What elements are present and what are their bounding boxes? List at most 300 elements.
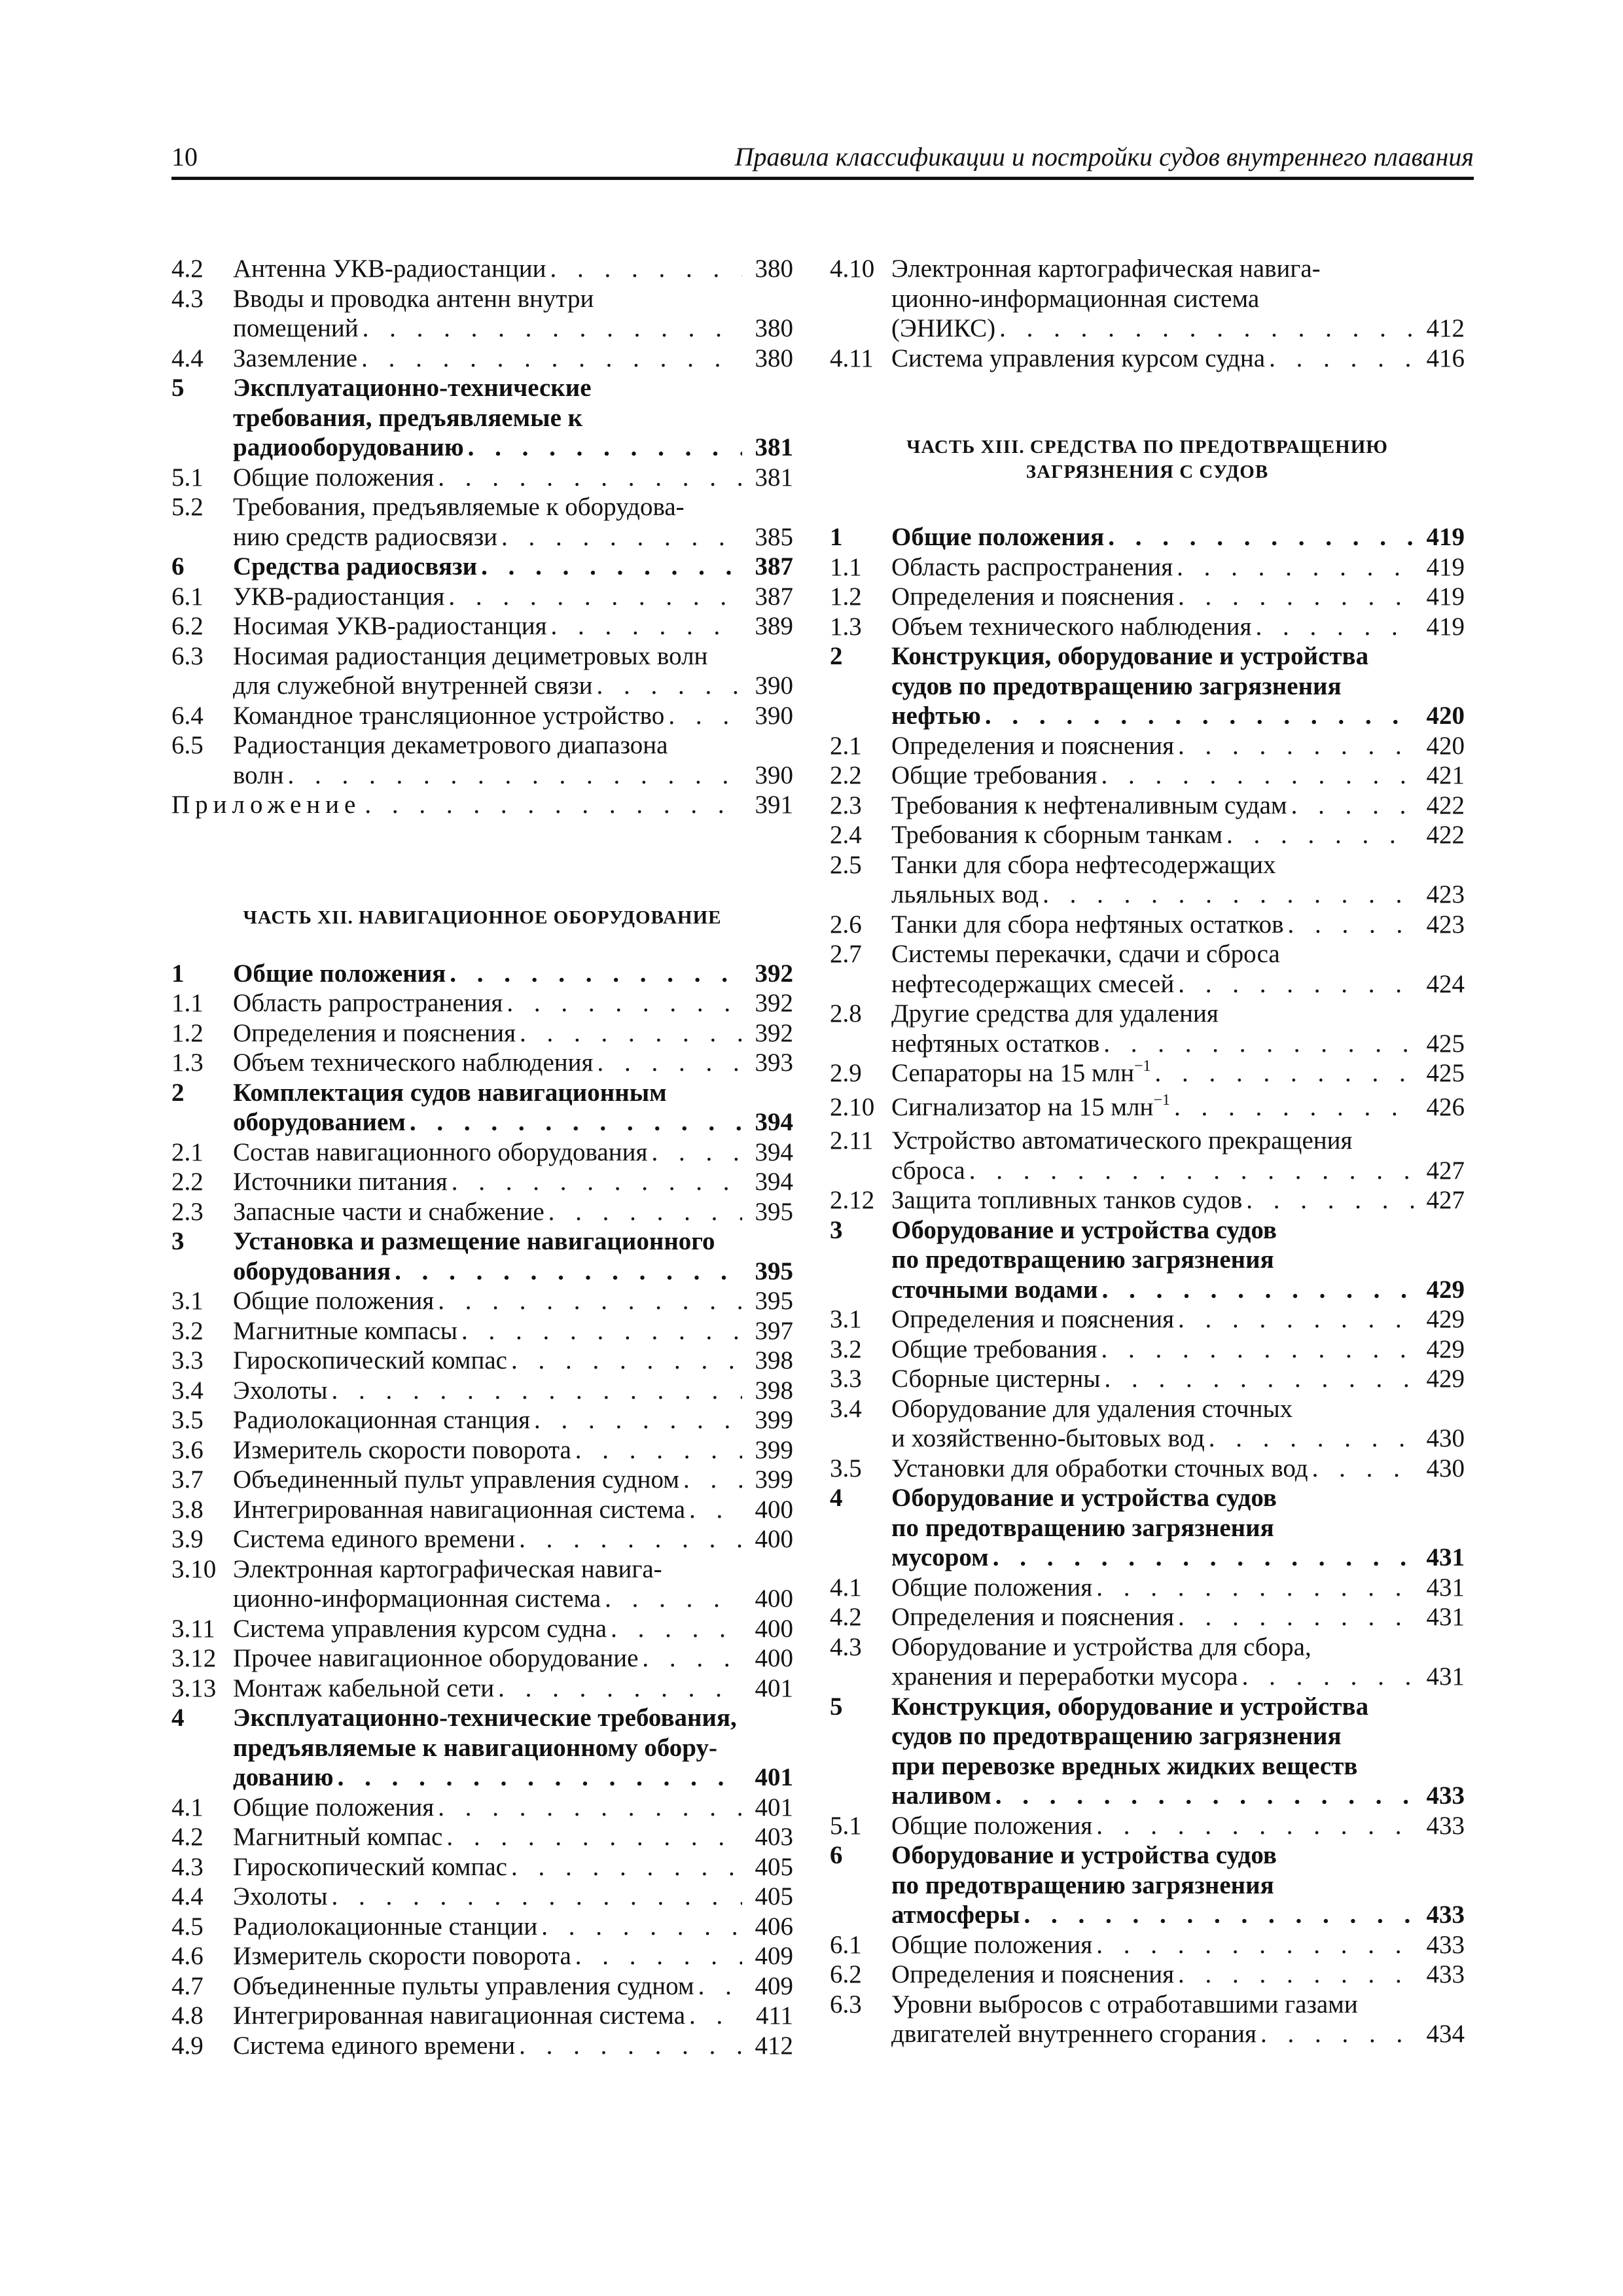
toc-entry-number: 2.3 <box>171 1197 204 1226</box>
toc-entry-number: 6.4 <box>171 701 204 730</box>
toc-entry-title-line <box>891 1092 1465 1126</box>
toc-entry-number: 1 <box>171 959 185 988</box>
toc-entry[interactable] <box>171 284 793 344</box>
dot-leader <box>498 1674 742 1704</box>
toc-entry[interactable] <box>171 1554 793 1614</box>
toc-entry[interactable] <box>830 731 1465 761</box>
toc-entry-page: 389 <box>755 612 793 640</box>
dot-leader <box>507 988 742 1018</box>
toc-entry[interactable] <box>171 959 793 989</box>
toc-entry-title: льяльных вод <box>891 880 1039 908</box>
toc-entry-title: Общие положения <box>891 1930 1093 1959</box>
toc-entry-title: оборудования <box>233 1257 391 1285</box>
toc-entry[interactable] <box>171 1524 793 1554</box>
toc-entry[interactable] <box>171 1643 793 1674</box>
toc-entry-body <box>891 1602 1465 1632</box>
toc-entry-page: 401 <box>755 1763 793 1791</box>
toc-entry-body <box>891 1335 1465 1365</box>
toc-entry[interactable] <box>830 522 1465 552</box>
toc-entry[interactable] <box>171 1286 793 1316</box>
toc-entry[interactable] <box>830 910 1465 940</box>
dot-leader <box>969 1156 1414 1186</box>
toc-entry[interactable] <box>830 582 1465 612</box>
toc-entry[interactable] <box>171 1852 793 1882</box>
dot-leader <box>1108 522 1414 552</box>
toc-entry-number: 3.1 <box>830 1305 862 1333</box>
toc-entry[interactable] <box>830 1840 1465 1930</box>
toc-entry-number: 3 <box>830 1215 843 1244</box>
toc-entry-title-line <box>233 1584 793 1614</box>
toc-entry-body <box>233 492 793 552</box>
toc-entry-number: 2.2 <box>830 761 862 789</box>
toc-entry-title-line <box>233 1524 793 1554</box>
toc-entry[interactable] <box>171 1495 793 1525</box>
toc-entry-page: 416 <box>1426 344 1465 372</box>
toc-entry-body <box>891 731 1465 761</box>
toc-entry-body <box>891 1454 1465 1484</box>
toc-entry-body <box>233 1405 793 1435</box>
toc-entry[interactable] <box>171 1018 793 1049</box>
toc-entry-page: 395 <box>755 1197 793 1226</box>
toc-entry-title: Танки для сбора нефтяных остатков <box>891 910 1284 939</box>
toc-entry[interactable] <box>830 1058 1465 1092</box>
toc-entry-body <box>891 1394 1465 1454</box>
toc-entry-title: Антенна УКВ-радиостанции <box>233 255 546 283</box>
toc-entry-page: 433 <box>1426 1811 1465 1840</box>
toc-entry-body <box>233 1971 793 2001</box>
toc-entry-title: Объединенные пульты управления судном <box>233 1971 694 2000</box>
toc-entry-title-line: Оборудование и устройства судов <box>891 1215 1277 1244</box>
toc-entry-page: 430 <box>1426 1454 1465 1482</box>
toc-entry-body <box>891 1811 1465 1841</box>
toc-entry-page: 387 <box>755 582 793 611</box>
toc-entry-body <box>891 1483 1465 1573</box>
dot-leader <box>331 1376 742 1406</box>
dot-leader <box>520 1018 742 1049</box>
toc-entry[interactable] <box>171 2031 793 2061</box>
toc-entry-number: 2 <box>171 1078 185 1107</box>
toc-entry-number: 2.12 <box>830 1186 875 1214</box>
toc-entry-page: 422 <box>1426 821 1465 849</box>
toc-entry[interactable] <box>171 1614 793 1644</box>
toc-entry-title-line <box>233 1971 793 2001</box>
toc-entry-title-line <box>233 1941 793 1971</box>
toc-entry[interactable] <box>830 1454 1465 1484</box>
toc-entry-body <box>891 1692 1465 1811</box>
toc-entry[interactable] <box>171 1465 793 1495</box>
toc-entry[interactable] <box>830 1930 1465 1960</box>
toc-entry[interactable] <box>830 1960 1465 1990</box>
toc-entry-body <box>233 1643 793 1674</box>
toc-entry-title-line <box>891 1573 1465 1603</box>
toc-entry[interactable] <box>171 373 793 463</box>
toc-entry-title-line: требования, предъявляемые к <box>233 403 583 432</box>
toc-entry-body <box>233 1227 793 1286</box>
part-title-line: ЧАСТЬ XII. НАВИГАЦИОННОЕ ОБОРУДОВАНИЕ <box>243 906 722 928</box>
superscript: −1 <box>1133 1058 1151 1075</box>
toc-entry-body <box>233 1078 793 1138</box>
toc-entry-body <box>233 1346 793 1376</box>
toc-entry[interactable] <box>830 761 1465 791</box>
toc-entry-body <box>233 1495 793 1525</box>
dot-leader <box>683 1465 742 1495</box>
toc-entry[interactable] <box>171 582 793 612</box>
toc-entry[interactable] <box>830 1990 1465 2049</box>
toc-entry-page: 405 <box>755 1882 793 1910</box>
toc-entry-title-line <box>233 2001 793 2031</box>
toc-entry[interactable] <box>830 1092 1465 1126</box>
dot-leader <box>519 2031 742 2061</box>
toc-entry-title: Требования к нефтеналивным судам <box>891 791 1287 819</box>
toc-entry[interactable] <box>171 641 793 701</box>
toc-entry-body <box>233 1435 793 1465</box>
toc-entry-title-line <box>891 582 1465 612</box>
toc-entry-body <box>233 611 793 641</box>
toc-entry[interactable] <box>830 1126 1465 1185</box>
toc-entry-title: Магнитный компас <box>233 1823 443 1851</box>
toc-entry[interactable] <box>830 1364 1465 1394</box>
toc-entry[interactable] <box>171 1167 793 1197</box>
toc-entry-title-line <box>891 552 1465 583</box>
toc-entry-title-line <box>233 433 793 463</box>
toc-entry[interactable] <box>171 1703 793 1793</box>
toc-entry-number: 1 <box>830 523 843 551</box>
dot-leader <box>999 314 1414 344</box>
dot-leader <box>1155 1058 1414 1088</box>
toc-entry-page: 420 <box>1426 702 1465 730</box>
toc-entry-page: 394 <box>755 1138 793 1166</box>
toc-entry-number: 2 <box>830 642 843 670</box>
toc-entry-title: Общие требования <box>891 1335 1097 1363</box>
toc-entry-title: Система единого времени <box>233 2031 516 2060</box>
toc-entry[interactable] <box>171 1078 793 1138</box>
dot-leader <box>519 1524 742 1554</box>
dot-leader <box>461 1316 742 1346</box>
toc-entry-title: хранения и переработки мусора <box>891 1662 1238 1691</box>
toc-entry-title-line <box>233 1852 793 1882</box>
toc-list <box>830 254 1465 373</box>
toc-entry-body <box>233 1674 793 1704</box>
toc-entry-title-line: судов по предотвращению загрязнения <box>891 672 1342 700</box>
toc-entry-page: 425 <box>1426 1059 1465 1087</box>
toc-entry-body <box>891 344 1465 374</box>
toc-entry-page: 395 <box>755 1257 793 1285</box>
toc-entry[interactable] <box>830 1483 1465 1573</box>
toc-entry-number: 4.3 <box>171 284 204 313</box>
toc-entry-body <box>233 1376 793 1406</box>
toc-entry[interactable] <box>830 1185 1465 1215</box>
dot-leader <box>575 1435 742 1465</box>
toc-entry-title: Радиолокационная станция <box>233 1406 531 1434</box>
toc-entry-number: 2.11 <box>830 1126 874 1155</box>
toc-entry-title: наливом <box>891 1782 991 1810</box>
toc-entry-title-line <box>233 1465 793 1495</box>
toc-entry-title-line <box>891 1900 1465 1930</box>
toc-entry-title: Общие положения <box>891 523 1105 551</box>
dot-leader <box>689 2001 742 2031</box>
toc-entry-title-line: ционно-информационная система <box>891 284 1260 313</box>
toc-entry-page: 381 <box>755 433 793 461</box>
toc-entry[interactable] <box>830 1304 1465 1335</box>
toc-entry-number: 3.1 <box>171 1287 204 1315</box>
toc-entry[interactable] <box>171 1048 793 1078</box>
dot-leader <box>993 1543 1414 1573</box>
toc-entry-title-line <box>891 314 1465 344</box>
toc-entry[interactable] <box>830 939 1465 999</box>
toc-entry[interactable] <box>171 1405 793 1435</box>
toc-entry-title-line: Носимая радиостанция дециметровых волн <box>233 641 708 670</box>
toc-entry[interactable] <box>830 850 1465 910</box>
toc-entry-title: Общие положения <box>233 959 446 988</box>
toc-entry-title: Определения и пояснения <box>233 1018 516 1047</box>
toc-entry-title: (ЭНИКС) <box>891 314 996 342</box>
toc-entry[interactable] <box>171 1138 793 1168</box>
toc-entry-title: Защита топливных танков судов <box>891 1186 1243 1214</box>
dot-leader <box>395 1257 742 1287</box>
toc-entry-title-line <box>233 1346 793 1376</box>
toc-entry-title-line <box>891 1335 1465 1365</box>
toc-entry-title-line <box>891 1304 1465 1335</box>
toc-entry-number: 4.2 <box>171 1823 204 1851</box>
toc-entry[interactable] <box>830 344 1465 374</box>
toc-entry[interactable] <box>171 1227 793 1286</box>
toc-entry-number: 1.3 <box>830 612 862 641</box>
toc-entry-title: Объем технического наблюдения <box>233 1049 594 1077</box>
toc-entry-title: Интегрированная навигационная система <box>233 1495 686 1524</box>
toc-entry[interactable] <box>171 1346 793 1376</box>
toc-entry-number: 4.9 <box>171 2031 204 2060</box>
toc-entry-number: 2.4 <box>830 821 862 849</box>
toc-entry[interactable] <box>171 1435 793 1465</box>
toc-entry-title-line <box>233 1822 793 1852</box>
toc-entry[interactable] <box>171 254 793 284</box>
toc-entry-page: 399 <box>755 1406 793 1434</box>
toc-entry[interactable] <box>830 1692 1465 1811</box>
toc-entry-title: сброса <box>891 1156 965 1185</box>
toc-entry-number: 3.4 <box>830 1394 862 1423</box>
toc-entry[interactable] <box>830 552 1465 583</box>
dot-leader <box>550 254 742 284</box>
toc-entry-number: 3.11 <box>171 1614 215 1643</box>
dot-leader <box>548 1197 742 1227</box>
dot-leader <box>995 1781 1414 1811</box>
toc-entry-body <box>233 988 793 1018</box>
toc-entry-title-line <box>233 671 793 701</box>
dot-leader <box>1209 1424 1414 1454</box>
dot-leader <box>1288 910 1414 940</box>
toc-entry-page: 400 <box>755 1644 793 1672</box>
dot-leader <box>468 433 742 463</box>
toc-entry-page: 394 <box>755 1108 793 1136</box>
toc-entry-title-line <box>891 344 1465 374</box>
toc-entry-title: оборудованием <box>233 1108 406 1136</box>
toc-entry-page: 419 <box>1426 612 1465 641</box>
dot-leader <box>1101 1335 1414 1365</box>
dot-leader <box>1255 612 1414 642</box>
toc-entry[interactable] <box>171 1822 793 1852</box>
toc-entry-page: 412 <box>1426 314 1465 342</box>
toc-entry[interactable] <box>830 1335 1465 1365</box>
toc-entry[interactable] <box>830 1632 1465 1692</box>
toc-entry-number: 4.6 <box>171 1942 204 1970</box>
toc-entry[interactable] <box>171 2001 793 2031</box>
toc-entry[interactable] <box>171 1971 793 2001</box>
toc-entry-body <box>233 1822 793 1852</box>
toc-entry-title-line: Эксплуатационно-технические требования, <box>233 1704 737 1732</box>
toc-entry-body <box>891 850 1465 910</box>
dot-leader <box>410 1107 742 1138</box>
toc-entry[interactable] <box>830 1573 1465 1603</box>
toc-entry-page: 380 <box>755 255 793 283</box>
toc-entry-body <box>233 1554 793 1614</box>
toc-entry-title: Командное трансляционное устройство <box>233 701 665 730</box>
toc-entry-page: 411 <box>755 2001 793 2030</box>
toc-entry-page: 406 <box>755 1912 793 1941</box>
toc-entry-title-line: Оборудование и устройства для сбора, <box>891 1632 1311 1661</box>
toc-entry-title: Общие положения <box>233 463 435 492</box>
toc-entry[interactable] <box>171 701 793 731</box>
toc-entry[interactable] <box>171 492 793 552</box>
toc-entry-title: Интегрированная навигационная система <box>233 2001 686 2030</box>
toc-entry-title-line <box>891 522 1465 552</box>
toc-entry-body <box>891 939 1465 999</box>
toc-entry-title-line <box>233 2031 793 2061</box>
toc-entry-title-line <box>891 1364 1465 1394</box>
toc-entry[interactable] <box>171 1793 793 1823</box>
toc-entry[interactable] <box>171 1376 793 1406</box>
toc-entry[interactable] <box>830 999 1465 1058</box>
toc-entry[interactable] <box>171 1882 793 1912</box>
toc-entry-title: Состав навигационного оборудования <box>233 1138 648 1166</box>
toc-entry-body <box>891 999 1465 1058</box>
toc-entry-appendix[interactable] <box>171 790 793 820</box>
toc-entry-number: 3.5 <box>171 1406 204 1434</box>
toc-entry-number: 3.5 <box>830 1454 862 1482</box>
toc-entry[interactable] <box>171 463 793 493</box>
dot-leader <box>651 1138 742 1168</box>
part-title-line: ЗАГРЯЗНЕНИЯ С СУДОВ <box>1026 461 1269 482</box>
toc-entry-page: 381 <box>755 463 793 492</box>
toc-entry-title-line <box>233 1286 793 1316</box>
toc-entry-title-line <box>891 1275 1465 1305</box>
toc-entry-number: 2.5 <box>830 850 862 879</box>
toc-entry-title-line <box>233 1643 793 1674</box>
dot-leader <box>1260 2019 1414 2049</box>
toc-entry-title: Определения и пояснения <box>891 583 1175 611</box>
toc-entry-title: дованию <box>233 1763 334 1791</box>
dot-leader <box>1096 1573 1414 1603</box>
toc-entry-number: 5.1 <box>171 463 204 492</box>
toc-entry-title-line <box>233 1018 793 1049</box>
toc-entry-body <box>233 1614 793 1644</box>
toc-entry-number: 1.3 <box>171 1049 204 1077</box>
toc-entry[interactable] <box>830 1215 1465 1305</box>
toc-entry-body <box>891 1632 1465 1692</box>
toc-entry-page: 430 <box>1426 1424 1465 1452</box>
toc-entry-page: 401 <box>755 1793 793 1821</box>
toc-entry-page: 401 <box>755 1674 793 1702</box>
toc-entry-title: Объединенный пульт управления судном <box>233 1465 679 1494</box>
toc-entry-title-line: Оборудование и устройства судов <box>891 1484 1277 1512</box>
toc-entry[interactable] <box>171 611 793 641</box>
toc-entry-page: 412 <box>755 2031 793 2060</box>
toc-entry-title-line <box>233 1912 793 1942</box>
toc-entry-page: 429 <box>1426 1365 1465 1393</box>
toc-entry-body <box>233 730 793 790</box>
toc-list <box>830 522 1465 2049</box>
toc-entry-title-line: Комплектация судов навигационным <box>233 1078 667 1107</box>
toc-entry[interactable] <box>830 612 1465 642</box>
toc-entry-page: 427 <box>1426 1186 1465 1214</box>
toc-entry[interactable] <box>171 1941 793 1971</box>
toc-entry[interactable] <box>171 730 793 790</box>
toc-entry[interactable] <box>830 1394 1465 1454</box>
toc-entry[interactable] <box>171 1316 793 1346</box>
toc-entry[interactable] <box>171 344 793 374</box>
toc-entry[interactable] <box>830 1811 1465 1841</box>
toc-entry-title: Сигнализатор на 15 млн$^{-1}$ <box>891 1091 1170 1121</box>
toc-entry-number: 4.7 <box>171 1971 204 2000</box>
toc-entry-body <box>233 1912 793 1942</box>
toc-entry-title-line <box>233 1674 793 1704</box>
dot-leader <box>511 1346 742 1376</box>
toc-entry[interactable] <box>830 1602 1465 1632</box>
toc-entry-title-line: Танки для сбора нефтесодержащих <box>891 850 1276 879</box>
toc-entry-title-line <box>233 1793 793 1823</box>
toc-entry-title: Заземление <box>233 344 358 372</box>
toc-entry-number: 2.3 <box>830 791 862 819</box>
toc-entry[interactable] <box>171 552 793 582</box>
dot-leader <box>605 1584 742 1614</box>
toc-entry[interactable] <box>830 254 1465 344</box>
dot-leader <box>642 1643 742 1674</box>
toc-entry[interactable] <box>830 820 1465 850</box>
toc-entry-number: 3.7 <box>171 1465 204 1494</box>
dot-leader <box>438 1793 742 1823</box>
toc-entry-title-line <box>233 761 793 791</box>
toc-entry[interactable] <box>830 791 1465 821</box>
dot-leader <box>1178 1602 1414 1632</box>
toc-entry-number: 4.3 <box>171 1852 204 1881</box>
toc-entry-title-line <box>233 1048 793 1078</box>
toc-entry-body <box>891 1058 1465 1092</box>
dot-leader <box>438 463 742 493</box>
dot-leader <box>1178 969 1414 999</box>
toc-entry-page: 390 <box>755 701 793 730</box>
dot-leader <box>1096 1930 1414 1960</box>
toc-entry-title-line: Радиостанция декаметрового диапазона <box>233 731 668 759</box>
dot-leader <box>1312 1454 1414 1484</box>
toc-entry-title-line <box>233 1107 793 1138</box>
toc-entry[interactable] <box>171 1197 793 1227</box>
toc-entry[interactable] <box>171 1912 793 1942</box>
toc-entry-number: 1.2 <box>171 1018 204 1047</box>
toc-entry[interactable] <box>171 1674 793 1704</box>
dot-leader <box>331 1882 742 1912</box>
toc-entry-page: 392 <box>755 1018 793 1047</box>
toc-entry-title-line <box>233 552 793 582</box>
toc-entry-title: Монтаж кабельной сети <box>233 1674 495 1702</box>
dot-leader <box>1177 552 1414 583</box>
toc-entry[interactable] <box>171 988 793 1018</box>
toc-entry-page: 390 <box>755 672 793 700</box>
toc-entry-number: 4.4 <box>171 344 204 372</box>
toc-entry-title: для служебной внутренней связи <box>233 672 593 700</box>
toc-entry-page: 423 <box>1426 880 1465 908</box>
toc-entry-page: 394 <box>755 1168 793 1196</box>
toc-entry[interactable] <box>830 641 1465 731</box>
toc-entry-body <box>233 1048 793 1078</box>
